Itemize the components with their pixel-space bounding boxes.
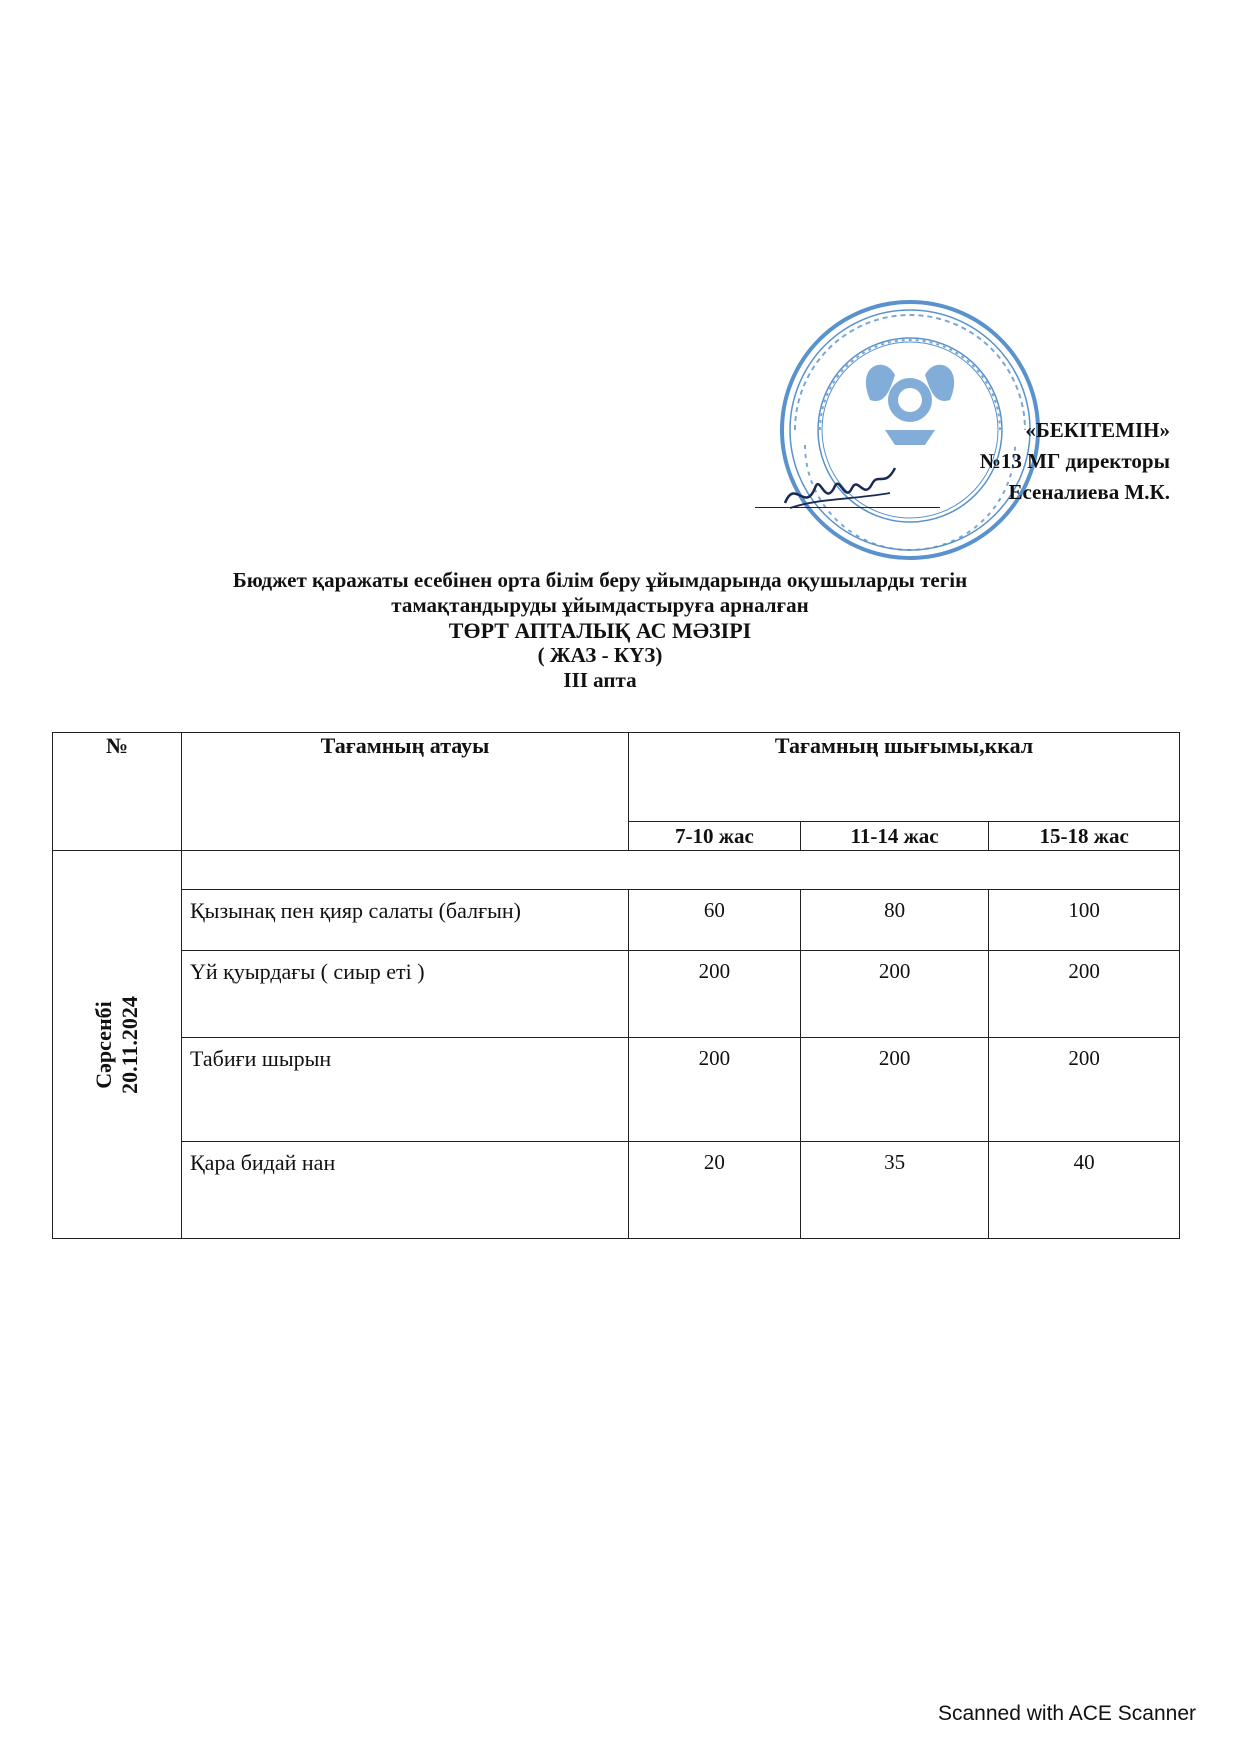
approval-name: Есеналиева М.К. <box>1008 480 1170 504</box>
header-number: № <box>53 733 182 851</box>
day-date: 20.11.2024 <box>117 995 142 1094</box>
kcal-7-10: 200 <box>629 951 801 1038</box>
blank-cell <box>182 851 1180 890</box>
day-label <box>91 996 143 1094</box>
day-cell <box>53 851 182 1239</box>
title-line-3: ТӨРТ АПТАЛЫҚ АС МӘЗІРІ <box>448 618 752 643</box>
dish-name: Табиғи шырын <box>182 1038 629 1142</box>
kcal-7-10: 60 <box>629 890 801 951</box>
kcal-15-18: 100 <box>989 890 1180 951</box>
header-row <box>53 733 1180 822</box>
title-line-4: ( ЖАЗ - КҮЗ) <box>537 643 663 667</box>
table-row <box>53 1038 1180 1142</box>
menu-table <box>52 732 1180 1239</box>
title-line-2: тамақтандыруды ұйымдастыруға арналған <box>391 593 809 617</box>
header-dish-name: Тағамның атауы <box>182 733 629 851</box>
title-line-1: Бюджет қаражаты есебінен орта білім беру ұйымдарында оқушыларды тегін <box>232 568 968 592</box>
approval-heading: «БЕКІТЕМІН» <box>1025 418 1170 442</box>
dish-name: Үй қуырдағы ( сиыр еті ) <box>182 951 629 1038</box>
kcal-11-14: 200 <box>800 951 989 1038</box>
kcal-7-10: 200 <box>629 1038 801 1142</box>
age-header-3: 15-18 жас <box>989 822 1180 851</box>
kcal-15-18: 200 <box>989 1038 1180 1142</box>
approval-position: №13 МГ директоры <box>979 449 1170 473</box>
dish-name: Қызынақ пен қияр салаты (балғын) <box>182 890 629 951</box>
day-name: Сәрсенбі <box>91 1000 116 1089</box>
title-line-5: ІІІ апта <box>563 668 637 692</box>
kcal-15-18: 200 <box>989 951 1180 1038</box>
table-row <box>53 951 1180 1038</box>
age-header-1: 7-10 жас <box>629 822 801 851</box>
document-title <box>130 568 1070 693</box>
kcal-7-10: 20 <box>629 1142 801 1239</box>
kcal-11-14: 200 <box>800 1038 989 1142</box>
signature-line <box>755 507 940 508</box>
table-row <box>53 890 1180 951</box>
scanner-watermark: Scanned with ACE Scanner <box>938 1702 1196 1725</box>
age-header-2: 11-14 жас <box>800 822 989 851</box>
header-kcal: Тағамның шығымы,ккал <box>629 733 1180 822</box>
kcal-11-14: 35 <box>800 1142 989 1239</box>
approval-block <box>880 415 1170 508</box>
dish-name: Қара бидай нан <box>182 1142 629 1239</box>
kcal-15-18: 40 <box>989 1142 1180 1239</box>
kcal-11-14: 80 <box>800 890 989 951</box>
blank-row <box>53 851 1180 890</box>
table-row <box>53 1142 1180 1239</box>
